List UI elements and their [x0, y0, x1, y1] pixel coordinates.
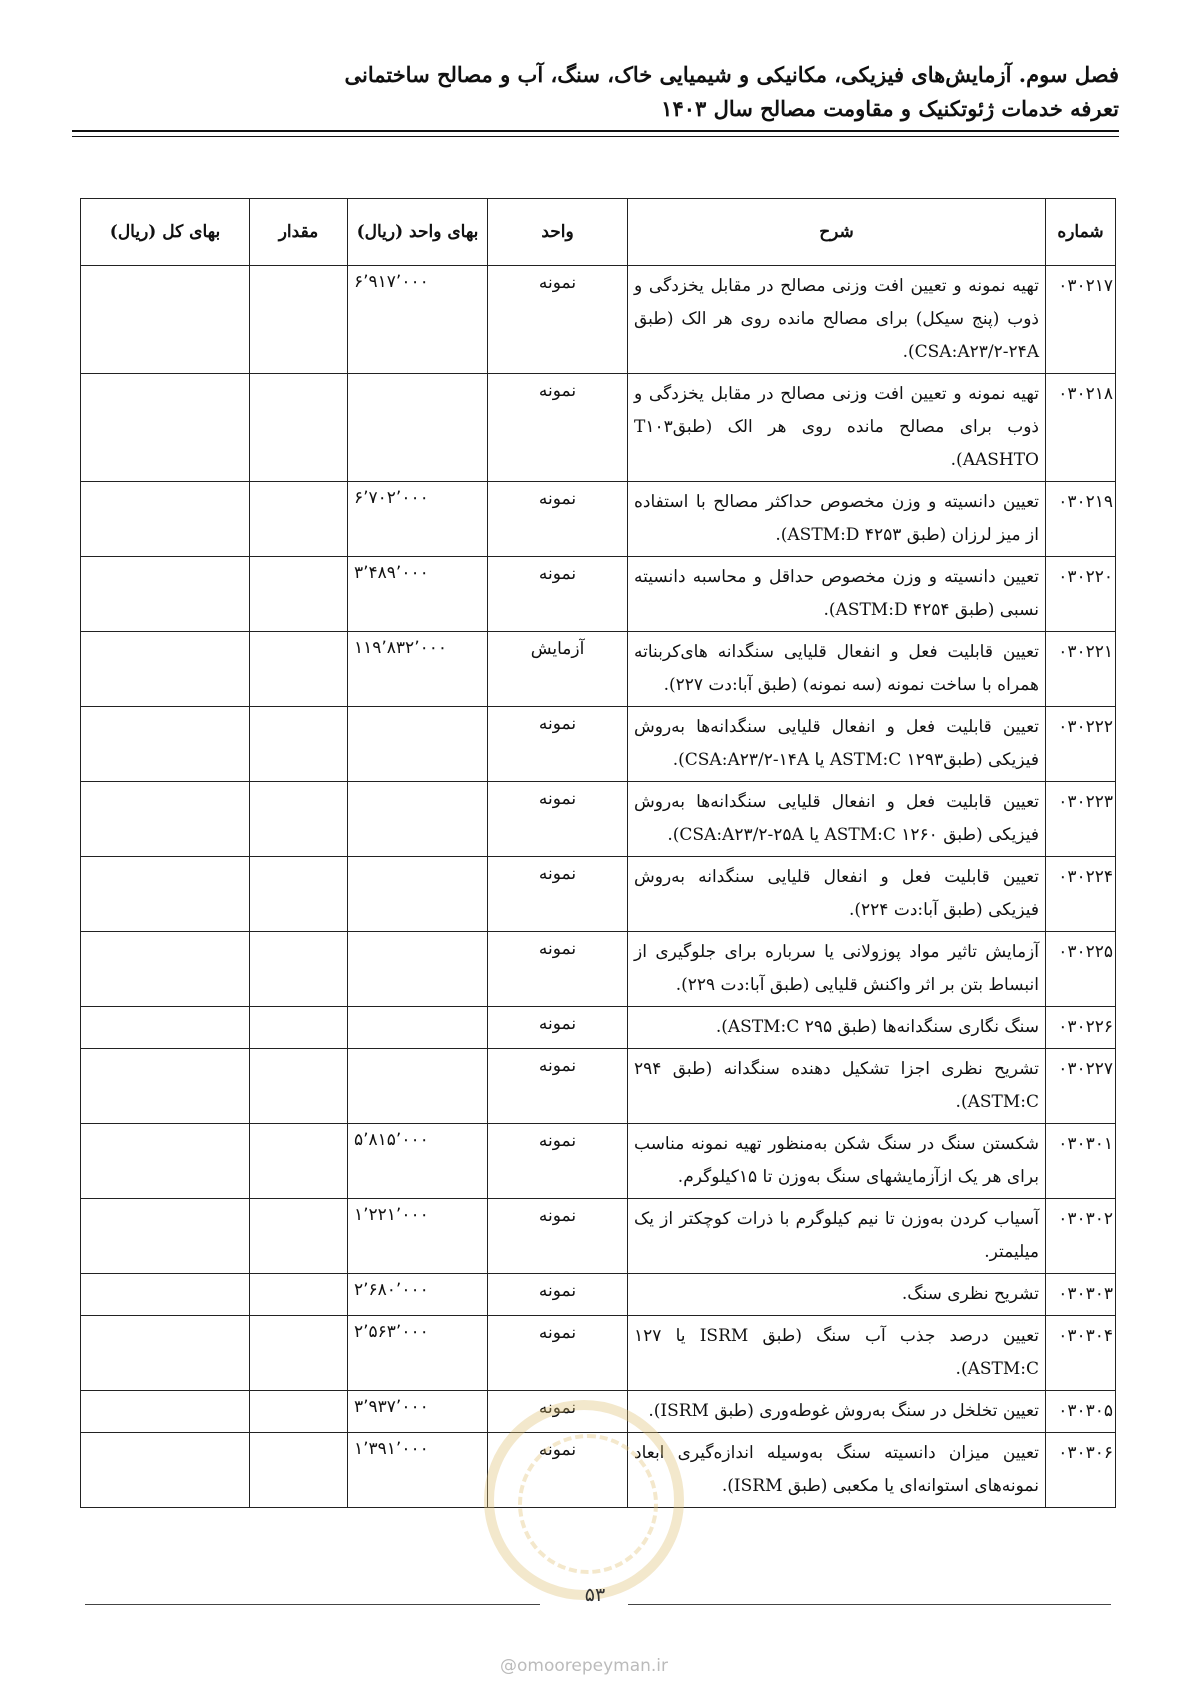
table-row	[81, 1433, 1116, 1508]
item-quantity	[250, 1274, 348, 1316]
item-total-price	[81, 374, 250, 482]
item-unit-price	[348, 1007, 488, 1049]
item-code: ۰۳۰۳۰۲	[1046, 1199, 1116, 1274]
col-header-quantity: مقدار	[250, 199, 348, 266]
item-unit: نمونه	[488, 1316, 628, 1391]
item-description: تشریح نظری سنگ.	[628, 1274, 1046, 1316]
item-unit: آزمایش	[488, 632, 628, 707]
col-header-code: شماره	[1046, 199, 1116, 266]
item-total-price	[81, 1124, 250, 1199]
item-unit: نمونه	[488, 857, 628, 932]
item-total-price	[81, 932, 250, 1007]
col-header-unit: واحد	[488, 199, 628, 266]
item-total-price	[81, 1391, 250, 1433]
item-total-price	[81, 707, 250, 782]
item-unit-price: ۱٬۲۲۱٬۰۰۰	[348, 1199, 488, 1274]
item-total-price	[81, 1007, 250, 1049]
item-total-price	[81, 482, 250, 557]
item-unit-price: ۶٬۹۱۷٬۰۰۰	[348, 266, 488, 374]
item-description: تعیین قابلیت فعل و انفعال قلیایی سنگدانه‌ها به‌روش فیزیکی (طبق ۱۲۶۰ ASTM:C یا CSA:A۲۳/۲-۲۵A).	[628, 782, 1046, 857]
item-unit: نمونه	[488, 1007, 628, 1049]
item-description: شکستن سنگ در سنگ شکن به‌منظور تهیه نمونه مناسب برای هر یک ازآزمایشهای سنگ به‌وزن تا ۱۵کیلوگرم.	[628, 1124, 1046, 1199]
item-unit: نمونه	[488, 1199, 628, 1274]
item-unit-price: ۵٬۸۱۵٬۰۰۰	[348, 1124, 488, 1199]
table-row	[81, 266, 1116, 374]
website-watermark: @omoorepeyman.ir	[500, 1656, 669, 1676]
item-quantity	[250, 374, 348, 482]
table-row	[81, 857, 1116, 932]
item-unit: نمونه	[488, 1433, 628, 1508]
table-row	[81, 932, 1116, 1007]
item-description: تشریح نظری اجزا تشکیل دهنده سنگدانه (طبق ۲۹۴ ASTM:C).	[628, 1049, 1046, 1124]
table-row	[81, 482, 1116, 557]
item-unit-price	[348, 707, 488, 782]
footer-rule-right	[628, 1604, 1111, 1605]
item-unit: نمونه	[488, 374, 628, 482]
document-title: تعرفه خدمات ژئوتکنیک و مقاومت مصالح سال ۱۴۰۳	[661, 96, 1119, 121]
item-quantity	[250, 707, 348, 782]
item-code: ۰۳۰۳۰۶	[1046, 1433, 1116, 1508]
item-quantity	[250, 1049, 348, 1124]
item-code: ۰۳۰۲۱۷	[1046, 266, 1116, 374]
item-quantity	[250, 1007, 348, 1049]
item-description: سنگ نگاری سنگدانه‌ها (طبق ۲۹۵ ASTM:C).	[628, 1007, 1046, 1049]
table-row	[81, 1316, 1116, 1391]
item-total-price	[81, 632, 250, 707]
item-description: تعیین درصد جذب آب سنگ (طبق ISRM یا ۱۲۷ ASTM:C).	[628, 1316, 1046, 1391]
item-description: تعیین دانسیته و وزن مخصوص حداکثر مصالح با استفاده از میز لرزان (طبق ۴۲۵۳ ASTM:D).	[628, 482, 1046, 557]
item-quantity	[250, 782, 348, 857]
item-quantity	[250, 482, 348, 557]
table-row	[81, 1049, 1116, 1124]
item-code: ۰۳۰۲۱۸	[1046, 374, 1116, 482]
item-total-price	[81, 1049, 250, 1124]
item-quantity	[250, 932, 348, 1007]
item-unit-price: ۶٬۷۰۲٬۰۰۰	[348, 482, 488, 557]
item-quantity	[250, 557, 348, 632]
chapter-title: فصل سوم. آزمایش‌های فیزیکی، مکانیکی و شیمیایی خاک، سنگ، آب و مصالح ساختمانی	[344, 62, 1119, 87]
footer-rule-left	[85, 1604, 540, 1605]
item-quantity	[250, 1391, 348, 1433]
col-header-description: شرح	[628, 199, 1046, 266]
item-code: ۰۳۰۳۰۱	[1046, 1124, 1116, 1199]
item-description: آزمایش تاثیر مواد پوزولانی یا سرباره برای جلوگیری از انبساط بتن بر اثر واکنش قلیایی (طبق آبا:دت ۲۲۹).	[628, 932, 1046, 1007]
tariff-table	[80, 198, 1116, 1508]
item-total-price	[81, 557, 250, 632]
item-unit-price: ۳٬۹۳۷٬۰۰۰	[348, 1391, 488, 1433]
item-unit-price	[348, 1049, 488, 1124]
item-unit-price: ۱٬۳۹۱٬۰۰۰	[348, 1433, 488, 1508]
table-row	[81, 1199, 1116, 1274]
item-code: ۰۳۰۳۰۳	[1046, 1274, 1116, 1316]
item-code: ۰۳۰۲۲۲	[1046, 707, 1116, 782]
item-unit: نمونه	[488, 707, 628, 782]
item-quantity	[250, 266, 348, 374]
item-description: تعیین قابلیت فعل و انفعال قلیایی سنگدانه‌ها به‌روش فیزیکی (طبق۱۲۹۳ ASTM:C یا CSA:A۲۳/۲-۱۴A).	[628, 707, 1046, 782]
item-description: تعیین تخلخل در سنگ به‌روش غوطه‌وری (طبق ISRM).	[628, 1391, 1046, 1433]
item-description: تعیین دانسیته و وزن مخصوص حداقل و محاسبه دانسیته نسبی (طبق ۴۲۵۴ ASTM:D).	[628, 557, 1046, 632]
item-unit-price	[348, 374, 488, 482]
item-code: ۰۳۰۳۰۵	[1046, 1391, 1116, 1433]
item-quantity	[250, 1199, 348, 1274]
item-unit: نمونه	[488, 1274, 628, 1316]
table-row	[81, 374, 1116, 482]
item-total-price	[81, 782, 250, 857]
item-unit: نمونه	[488, 482, 628, 557]
table-row	[81, 1007, 1116, 1049]
page-header	[69, 58, 1119, 126]
table-row	[81, 632, 1116, 707]
header-rule-thin	[72, 136, 1119, 137]
item-code: ۰۳۰۲۲۶	[1046, 1007, 1116, 1049]
item-code: ۰۳۰۲۲۴	[1046, 857, 1116, 932]
item-unit: نمونه	[488, 557, 628, 632]
item-quantity	[250, 857, 348, 932]
table-row	[81, 1274, 1116, 1316]
item-total-price	[81, 1433, 250, 1508]
item-unit-price	[348, 782, 488, 857]
item-unit-price: ۲٬۶۸۰٬۰۰۰	[348, 1274, 488, 1316]
item-quantity	[250, 632, 348, 707]
page-number: ۵۳	[584, 1584, 606, 1606]
item-code: ۰۳۰۲۲۰	[1046, 557, 1116, 632]
item-code: ۰۳۰۲۲۵	[1046, 932, 1116, 1007]
item-description: تعیین قابلیت فعل و انفعال قلیایی سنگدانه به‌روش فیزیکی (طبق آبا:دت ۲۲۴).	[628, 857, 1046, 932]
item-total-price	[81, 266, 250, 374]
item-quantity	[250, 1316, 348, 1391]
item-unit-price	[348, 857, 488, 932]
table-header-row	[81, 199, 1116, 266]
item-quantity	[250, 1433, 348, 1508]
header-rule-thick	[72, 130, 1119, 132]
table-row	[81, 557, 1116, 632]
item-quantity	[250, 1124, 348, 1199]
item-description: تهیه نمونه و تعیین افت وزنی مصالح در مقابل یخزدگی و ذوب (پنج سیکل) برای مصالح مانده روی هر الک (طبق CSA:A۲۳/۲-۲۴A).	[628, 266, 1046, 374]
item-unit: نمونه	[488, 932, 628, 1007]
item-unit-price: ۱۱۹٬۸۳۲٬۰۰۰	[348, 632, 488, 707]
item-code: ۰۳۰۲۱۹	[1046, 482, 1116, 557]
item-code: ۰۳۰۳۰۴	[1046, 1316, 1116, 1391]
item-description: آسیاب کردن به‌وزن تا نیم کیلوگرم با ذرات کوچکتر از یک میلیمتر.	[628, 1199, 1046, 1274]
item-total-price	[81, 1316, 250, 1391]
item-unit-price: ۲٬۵۶۳٬۰۰۰	[348, 1316, 488, 1391]
item-code: ۰۳۰۲۲۱	[1046, 632, 1116, 707]
item-unit: نمونه	[488, 782, 628, 857]
item-description: تعیین قابلیت فعل و انفعال قلیایی سنگدانه های‌کربناته همراه با ساخت نمونه (سه نمونه) (طبق آبا:دت ۲۲۷).	[628, 632, 1046, 707]
item-total-price	[81, 857, 250, 932]
item-code: ۰۳۰۲۲۳	[1046, 782, 1116, 857]
item-total-price	[81, 1274, 250, 1316]
table-row	[81, 1124, 1116, 1199]
col-header-unit-price: بهای واحد (ریال)	[348, 199, 488, 266]
table-row	[81, 782, 1116, 857]
item-description: تعیین میزان دانسیته سنگ به‌وسیله اندازه‌گیری ابعاد نمونه‌های استوانه‌ای یا مکعبی (طبق ISRM).	[628, 1433, 1046, 1508]
item-code: ۰۳۰۲۲۷	[1046, 1049, 1116, 1124]
item-unit: نمونه	[488, 266, 628, 374]
table-row	[81, 1391, 1116, 1433]
col-header-total-price: بهای کل (ریال)	[81, 199, 250, 266]
item-unit-price	[348, 932, 488, 1007]
item-total-price	[81, 1199, 250, 1274]
item-unit: نمونه	[488, 1049, 628, 1124]
table-row	[81, 707, 1116, 782]
item-unit: نمونه	[488, 1124, 628, 1199]
item-unit: نمونه	[488, 1391, 628, 1433]
item-unit-price: ۳٬۴۸۹٬۰۰۰	[348, 557, 488, 632]
item-description: تهیه نمونه و تعیین افت وزنی مصالح در مقابل یخزدگی و ذوب برای مصالح مانده روی هر الک (طبقT۱۰۳ AASHTO).	[628, 374, 1046, 482]
